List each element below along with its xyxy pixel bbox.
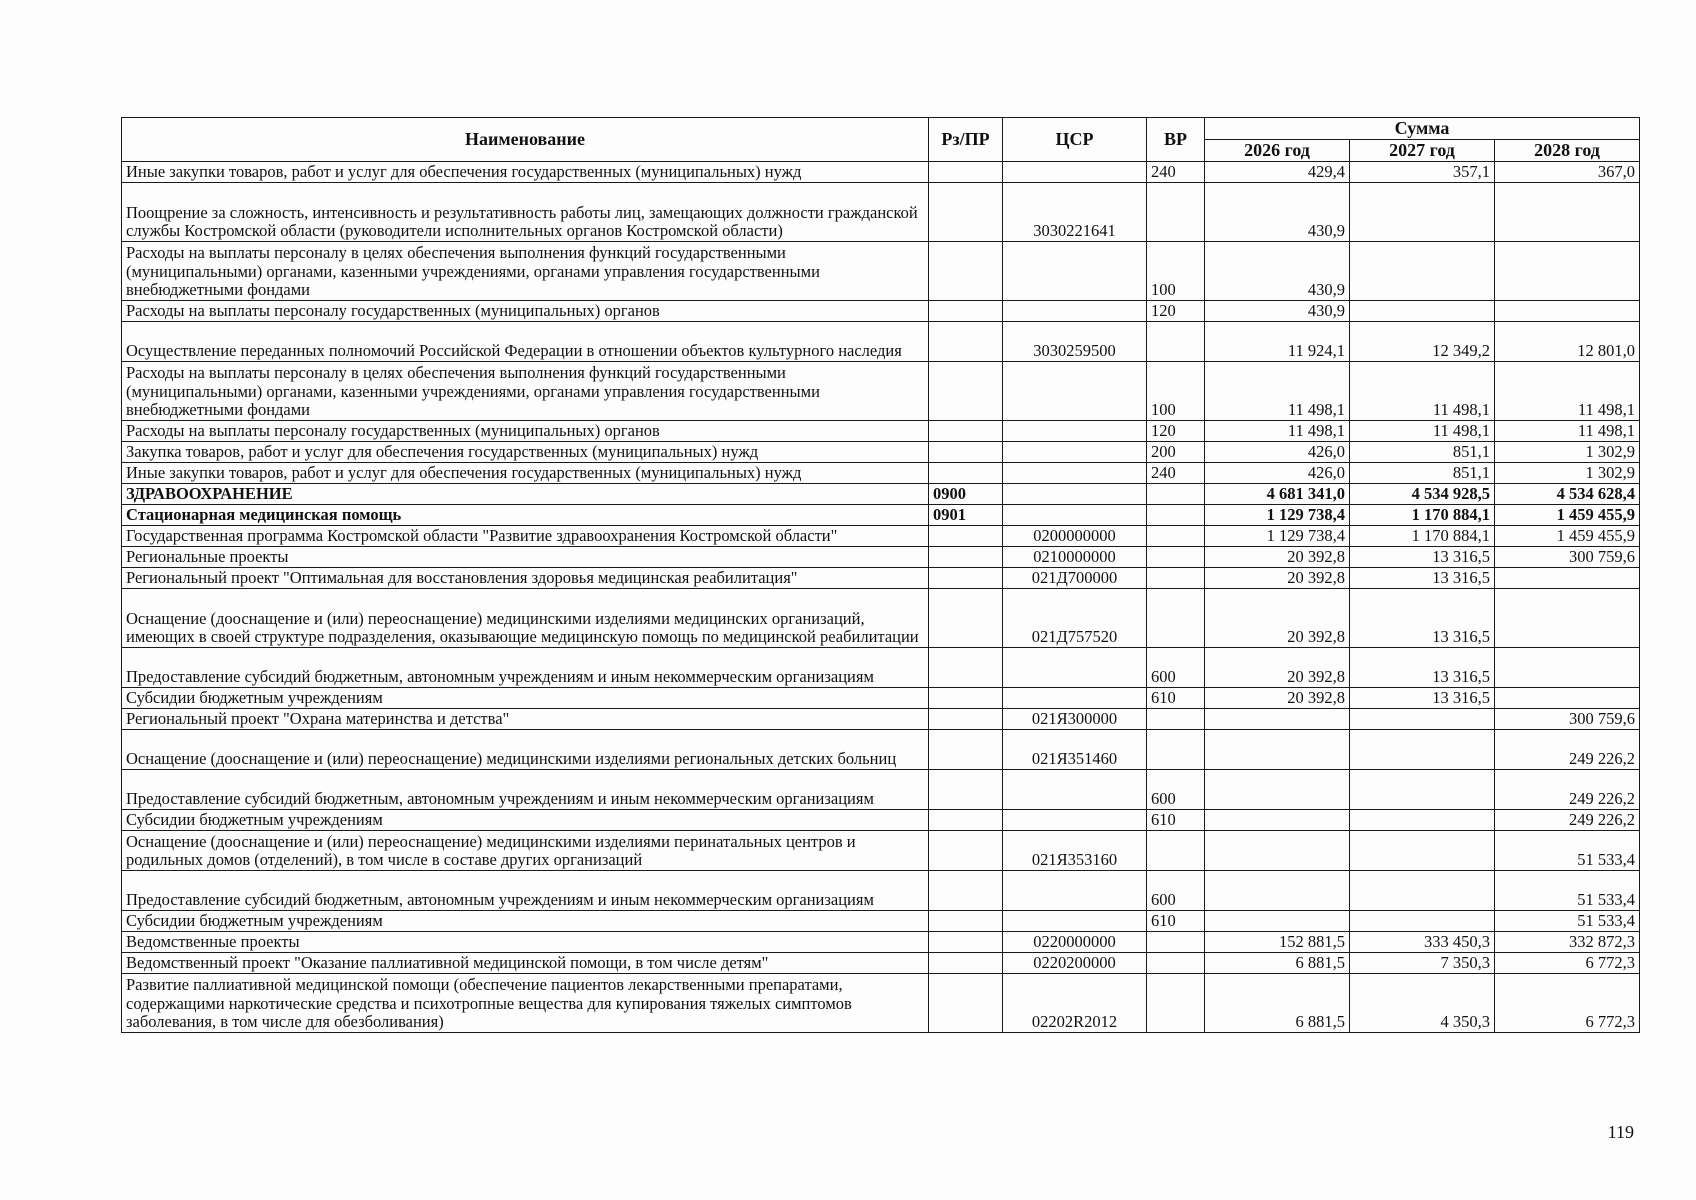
table-row (122, 504, 1640, 525)
table-row (122, 546, 1640, 567)
row-vr (1147, 182, 1205, 241)
row-name: Государственная программа Костромской области "Развитие здравоохранения Костромской области" (122, 525, 929, 546)
row-sum-2027: 851,1 (1350, 462, 1495, 483)
row-name: Региональный проект "Оптимальная для восстановления здоровья медицинская реабилитация" (122, 567, 929, 588)
row-rz-pr (929, 300, 1003, 321)
header-year-2028: 2028 год (1495, 140, 1640, 162)
row-name: Ведомственные проекты (122, 931, 929, 952)
row-vr: 610 (1147, 687, 1205, 708)
row-sum-2027: 13 316,5 (1350, 588, 1495, 647)
row-sum-2028 (1495, 588, 1640, 647)
row-sum-2026: 20 392,8 (1205, 546, 1350, 567)
table-header (122, 118, 1640, 162)
row-sum-2028: 1 459 455,9 (1495, 504, 1640, 525)
row-csr: 021Д700000 (1003, 567, 1147, 588)
row-sum-2028: 4 534 628,4 (1495, 483, 1640, 504)
row-name: Стационарная медицинская помощь (122, 504, 929, 525)
row-sum-2026 (1205, 830, 1350, 870)
row-rz-pr (929, 769, 1003, 809)
row-vr (1147, 567, 1205, 588)
row-sum-2026: 1 129 738,4 (1205, 504, 1350, 525)
row-sum-2027 (1350, 300, 1495, 321)
row-name: Иные закупки товаров, работ и услуг для обеспечения государственных (муниципальных) нужд (122, 161, 929, 182)
row-vr (1147, 952, 1205, 973)
row-sum-2028 (1495, 300, 1640, 321)
row-sum-2028: 51 533,4 (1495, 830, 1640, 870)
row-sum-2028: 11 498,1 (1495, 420, 1640, 441)
row-rz-pr (929, 870, 1003, 910)
header-vr: ВР (1147, 118, 1205, 162)
row-csr: 02202R2012 (1003, 973, 1147, 1032)
row-rz-pr (929, 462, 1003, 483)
row-sum-2026 (1205, 870, 1350, 910)
row-sum-2026: 11 498,1 (1205, 361, 1350, 420)
row-sum-2028: 51 533,4 (1495, 910, 1640, 931)
row-sum-2026: 430,9 (1205, 182, 1350, 241)
row-sum-2026: 4 681 341,0 (1205, 483, 1350, 504)
row-rz-pr (929, 321, 1003, 361)
row-vr (1147, 504, 1205, 525)
row-sum-2026: 430,9 (1205, 241, 1350, 300)
row-sum-2027 (1350, 910, 1495, 931)
row-csr: 021Я351460 (1003, 729, 1147, 769)
row-rz-pr (929, 687, 1003, 708)
row-rz-pr: 0901 (929, 504, 1003, 525)
row-sum-2026 (1205, 729, 1350, 769)
row-csr (1003, 420, 1147, 441)
row-sum-2028: 249 226,2 (1495, 809, 1640, 830)
row-sum-2027 (1350, 809, 1495, 830)
row-vr (1147, 321, 1205, 361)
row-sum-2028: 6 772,3 (1495, 973, 1640, 1032)
row-vr: 200 (1147, 441, 1205, 462)
row-csr: 0200000000 (1003, 525, 1147, 546)
row-rz-pr (929, 420, 1003, 441)
row-sum-2026: 430,9 (1205, 300, 1350, 321)
table-row (122, 182, 1640, 241)
table-row (122, 588, 1640, 647)
row-sum-2028: 51 533,4 (1495, 870, 1640, 910)
row-name: Расходы на выплаты персоналу государственных (муниципальных) органов (122, 300, 929, 321)
table-row (122, 870, 1640, 910)
row-sum-2027: 1 170 884,1 (1350, 504, 1495, 525)
table-row (122, 830, 1640, 870)
row-sum-2027: 7 350,3 (1350, 952, 1495, 973)
table-row (122, 729, 1640, 769)
table-row (122, 708, 1640, 729)
row-sum-2028 (1495, 182, 1640, 241)
row-csr (1003, 462, 1147, 483)
row-vr (1147, 973, 1205, 1032)
row-vr: 120 (1147, 420, 1205, 441)
row-sum-2027: 333 450,3 (1350, 931, 1495, 952)
row-vr (1147, 708, 1205, 729)
row-vr: 240 (1147, 161, 1205, 182)
row-csr (1003, 504, 1147, 525)
row-vr (1147, 830, 1205, 870)
row-csr (1003, 483, 1147, 504)
table-row (122, 647, 1640, 687)
row-sum-2027: 1 170 884,1 (1350, 525, 1495, 546)
row-sum-2028: 1 302,9 (1495, 462, 1640, 483)
row-vr: 120 (1147, 300, 1205, 321)
header-name: Наименование (122, 118, 929, 162)
row-name: Поощрение за сложность, интенсивность и результативность работы лиц, замещающих должности гражданской службы Костромской области (руководители исполнительных органов Костромской области) (122, 182, 929, 241)
row-sum-2028 (1495, 567, 1640, 588)
row-sum-2027: 13 316,5 (1350, 546, 1495, 567)
header-year-2026: 2026 год (1205, 140, 1350, 162)
row-name: ЗДРАВООХРАНЕНИЕ (122, 483, 929, 504)
row-name: Оснащение (дооснащение и (или) переоснащение) медицинскими изделиями региональных детских больниц (122, 729, 929, 769)
row-vr (1147, 546, 1205, 567)
table-row (122, 420, 1640, 441)
row-sum-2026 (1205, 910, 1350, 931)
row-name: Ведомственный проект "Оказание паллиативной медицинской помощи, в том числе детям" (122, 952, 929, 973)
row-sum-2028 (1495, 647, 1640, 687)
row-rz-pr (929, 952, 1003, 973)
row-csr: 3030259500 (1003, 321, 1147, 361)
row-name: Расходы на выплаты персоналу в целях обеспечения выполнения функций государственными (муниципальными) органами, казенными учреждениями, органами управления государственными внебюджетными фондами (122, 361, 929, 420)
row-sum-2027: 12 349,2 (1350, 321, 1495, 361)
row-csr (1003, 910, 1147, 931)
row-sum-2026 (1205, 809, 1350, 830)
row-vr (1147, 525, 1205, 546)
table-row (122, 161, 1640, 182)
row-sum-2027: 4 350,3 (1350, 973, 1495, 1032)
row-name: Предоставление субсидий бюджетным, автономным учреждениям и иным некоммерческим организациям (122, 870, 929, 910)
row-csr: 0210000000 (1003, 546, 1147, 567)
row-vr (1147, 483, 1205, 504)
row-sum-2028 (1495, 241, 1640, 300)
row-name: Субсидии бюджетным учреждениям (122, 809, 929, 830)
table-row (122, 321, 1640, 361)
row-vr: 100 (1147, 241, 1205, 300)
row-sum-2026 (1205, 769, 1350, 809)
row-sum-2026: 1 129 738,4 (1205, 525, 1350, 546)
row-sum-2027 (1350, 870, 1495, 910)
row-csr: 021Д757520 (1003, 588, 1147, 647)
row-sum-2026: 11 924,1 (1205, 321, 1350, 361)
row-rz-pr (929, 441, 1003, 462)
table-row (122, 687, 1640, 708)
row-csr: 0220000000 (1003, 931, 1147, 952)
row-sum-2028: 1 302,9 (1495, 441, 1640, 462)
row-name: Расходы на выплаты персоналу государственных (муниципальных) органов (122, 420, 929, 441)
row-name: Осуществление переданных полномочий Российской Федерации в отношении объектов культурного наследия (122, 321, 929, 361)
row-rz-pr (929, 931, 1003, 952)
row-sum-2027: 11 498,1 (1350, 420, 1495, 441)
table-row (122, 241, 1640, 300)
row-name: Региональный проект "Охрана материнства и детства" (122, 708, 929, 729)
row-vr: 610 (1147, 910, 1205, 931)
row-sum-2028 (1495, 687, 1640, 708)
table-row (122, 462, 1640, 483)
row-sum-2027: 357,1 (1350, 161, 1495, 182)
row-rz-pr (929, 361, 1003, 420)
row-sum-2027: 11 498,1 (1350, 361, 1495, 420)
row-vr: 610 (1147, 809, 1205, 830)
row-sum-2026 (1205, 708, 1350, 729)
row-sum-2028: 249 226,2 (1495, 729, 1640, 769)
row-rz-pr (929, 182, 1003, 241)
row-csr (1003, 161, 1147, 182)
row-sum-2027: 13 316,5 (1350, 567, 1495, 588)
row-csr (1003, 870, 1147, 910)
row-sum-2028: 1 459 455,9 (1495, 525, 1640, 546)
row-sum-2026: 426,0 (1205, 441, 1350, 462)
row-rz-pr: 0900 (929, 483, 1003, 504)
table-row (122, 910, 1640, 931)
table-row (122, 809, 1640, 830)
row-rz-pr (929, 809, 1003, 830)
header-rz-pr: Рз/ПР (929, 118, 1003, 162)
row-csr (1003, 769, 1147, 809)
row-sum-2026: 152 881,5 (1205, 931, 1350, 952)
row-rz-pr (929, 910, 1003, 931)
row-sum-2026: 11 498,1 (1205, 420, 1350, 441)
row-sum-2027 (1350, 769, 1495, 809)
row-name: Субсидии бюджетным учреждениям (122, 910, 929, 931)
row-csr: 3030221641 (1003, 182, 1147, 241)
row-csr (1003, 361, 1147, 420)
row-csr (1003, 441, 1147, 462)
row-rz-pr (929, 647, 1003, 687)
row-csr (1003, 687, 1147, 708)
row-sum-2027: 13 316,5 (1350, 647, 1495, 687)
row-vr: 100 (1147, 361, 1205, 420)
row-name: Оснащение (дооснащение и (или) переоснащение) медицинскими изделиями перинатальных центров и родильных домов (отделений), в том числе в составе других организаций (122, 830, 929, 870)
row-name: Субсидии бюджетным учреждениям (122, 687, 929, 708)
row-sum-2026: 6 881,5 (1205, 973, 1350, 1032)
row-vr: 600 (1147, 769, 1205, 809)
row-sum-2027 (1350, 182, 1495, 241)
row-csr (1003, 809, 1147, 830)
row-sum-2028: 12 801,0 (1495, 321, 1640, 361)
row-csr: 021Я300000 (1003, 708, 1147, 729)
row-csr (1003, 300, 1147, 321)
row-rz-pr (929, 241, 1003, 300)
row-name: Расходы на выплаты персоналу в целях обеспечения выполнения функций государственными (муниципальными) органами, казенными учреждениями, органами управления государственными внебюджетными фондами (122, 241, 929, 300)
row-rz-pr (929, 546, 1003, 567)
row-sum-2027 (1350, 729, 1495, 769)
row-sum-2028: 300 759,6 (1495, 708, 1640, 729)
row-sum-2027: 4 534 928,5 (1350, 483, 1495, 504)
header-sum: Сумма (1205, 118, 1640, 140)
row-sum-2028: 300 759,6 (1495, 546, 1640, 567)
row-sum-2026: 429,4 (1205, 161, 1350, 182)
row-name: Оснащение (дооснащение и (или) переоснащение) медицинскими изделиями медицинских организаций, имеющих в своей структуре подразделения, оказывающие медицинскую помощь по медицинской реабилитации (122, 588, 929, 647)
table-row (122, 931, 1640, 952)
row-sum-2028: 6 772,3 (1495, 952, 1640, 973)
budget-table (121, 117, 1640, 1033)
page-number: 119 (1607, 1122, 1634, 1142)
table-row (122, 483, 1640, 504)
row-name: Предоставление субсидий бюджетным, автономным учреждениям и иным некоммерческим организациям (122, 769, 929, 809)
table-row (122, 769, 1640, 809)
row-name: Региональные проекты (122, 546, 929, 567)
row-vr: 240 (1147, 462, 1205, 483)
row-sum-2027 (1350, 830, 1495, 870)
row-sum-2027 (1350, 708, 1495, 729)
row-sum-2027: 851,1 (1350, 441, 1495, 462)
row-vr: 600 (1147, 870, 1205, 910)
row-rz-pr (929, 525, 1003, 546)
row-vr: 600 (1147, 647, 1205, 687)
row-sum-2026: 426,0 (1205, 462, 1350, 483)
row-vr (1147, 588, 1205, 647)
row-rz-pr (929, 567, 1003, 588)
row-rz-pr (929, 973, 1003, 1032)
row-rz-pr (929, 161, 1003, 182)
row-sum-2028: 367,0 (1495, 161, 1640, 182)
row-name: Развитие паллиативной медицинской помощи (обеспечение пациентов лекарственными препаратами, содержащими наркотические средства и психотропные вещества для купирования тяжелых симптомов заболевания, в том числе для обезболивания) (122, 973, 929, 1032)
header-csr: ЦСР (1003, 118, 1147, 162)
header-year-2027: 2027 год (1350, 140, 1495, 162)
table-body (122, 161, 1640, 1032)
row-csr: 0220200000 (1003, 952, 1147, 973)
row-sum-2027: 13 316,5 (1350, 687, 1495, 708)
row-csr (1003, 647, 1147, 687)
row-sum-2028: 332 872,3 (1495, 931, 1640, 952)
row-rz-pr (929, 729, 1003, 769)
row-sum-2026: 20 392,8 (1205, 647, 1350, 687)
row-sum-2027 (1350, 241, 1495, 300)
row-rz-pr (929, 830, 1003, 870)
row-sum-2026: 20 392,8 (1205, 588, 1350, 647)
row-vr (1147, 729, 1205, 769)
row-name: Закупка товаров, работ и услуг для обеспечения государственных (муниципальных) нужд (122, 441, 929, 462)
row-rz-pr (929, 588, 1003, 647)
row-name: Предоставление субсидий бюджетным, автономным учреждениям и иным некоммерческим организациям (122, 647, 929, 687)
row-csr: 021Я353160 (1003, 830, 1147, 870)
table-row (122, 567, 1640, 588)
table-row (122, 525, 1640, 546)
row-sum-2026: 20 392,8 (1205, 687, 1350, 708)
row-sum-2028: 11 498,1 (1495, 361, 1640, 420)
row-sum-2026: 20 392,8 (1205, 567, 1350, 588)
row-csr (1003, 241, 1147, 300)
row-sum-2028: 249 226,2 (1495, 769, 1640, 809)
row-vr (1147, 931, 1205, 952)
table-row (122, 300, 1640, 321)
table-row (122, 973, 1640, 1032)
table-row (122, 952, 1640, 973)
table-row (122, 361, 1640, 420)
row-sum-2026: 6 881,5 (1205, 952, 1350, 973)
row-rz-pr (929, 708, 1003, 729)
row-name: Иные закупки товаров, работ и услуг для обеспечения государственных (муниципальных) нужд (122, 462, 929, 483)
table-row (122, 441, 1640, 462)
